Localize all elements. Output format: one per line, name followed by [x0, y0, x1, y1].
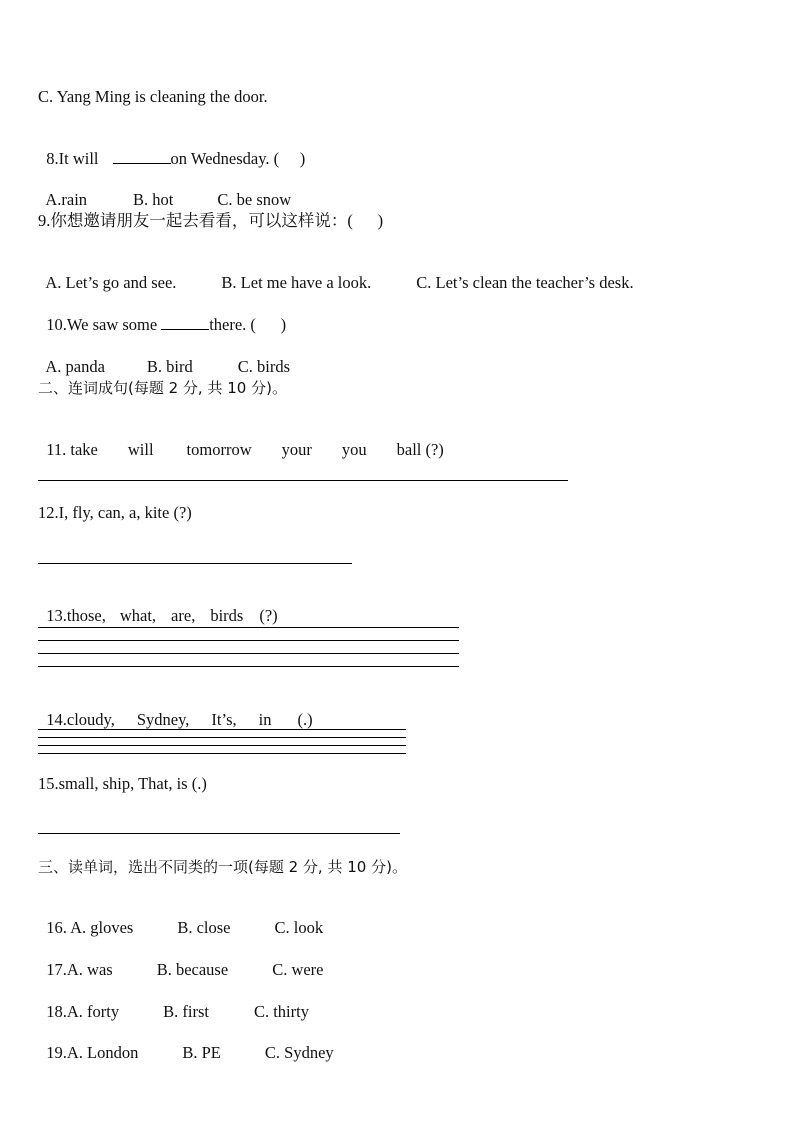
q9-option-c[interactable]: C. Let’s clean the teacher’s desk.: [416, 273, 634, 292]
section-2-heading: 二、连词成句(每题 2 分, 共 10 分)。: [38, 379, 287, 397]
q13-answer-line[interactable]: [38, 666, 459, 667]
q13-word: birds: [210, 606, 244, 625]
q9-options: [38, 253, 634, 293]
q15-words: 15.small, ship, That, is (.): [38, 774, 207, 793]
q10-stem-pre: 10.We saw some: [46, 315, 158, 334]
q11-answer-line[interactable]: [38, 480, 568, 481]
q8-option-b[interactable]: B. hot: [133, 190, 174, 209]
q18-option-b[interactable]: B. first: [163, 1002, 209, 1021]
q8-stem: [38, 129, 305, 169]
q13-answer-line[interactable]: [38, 640, 459, 641]
q8-options: [38, 170, 291, 210]
q10-option-b[interactable]: B. bird: [146, 357, 193, 376]
q11-word: you: [341, 440, 367, 459]
q12-words: 12.I, fly, can, a, kite (?): [38, 503, 192, 522]
q11-word: your: [281, 440, 312, 459]
q13-words: [38, 586, 278, 626]
q15-answer-line[interactable]: [38, 833, 400, 834]
q10-blank[interactable]: [161, 315, 209, 330]
q9-stem: 9.你想邀请朋友一起去看看，可以这样说：( ): [38, 211, 384, 230]
q7-option-c: C. Yang Ming is cleaning the door.: [38, 87, 268, 106]
q16-option-b[interactable]: B. close: [177, 918, 231, 937]
q8-option-c[interactable]: C. be snow: [217, 190, 292, 209]
q11-words: [38, 420, 444, 460]
q11-word: will: [127, 440, 154, 459]
q14-word: Sydney,: [136, 710, 190, 729]
q18-option-c[interactable]: C. thirty: [253, 1002, 309, 1021]
q13-word: are,: [171, 606, 196, 625]
q10-stem: [38, 295, 286, 335]
q14-answer-line[interactable]: [38, 729, 406, 730]
q18-option-a[interactable]: 18.A. forty: [46, 1002, 120, 1021]
q14-word: in: [258, 710, 272, 729]
q19-option-b[interactable]: B. PE: [182, 1043, 221, 1062]
q19-options: [38, 1023, 334, 1063]
q14-word: 14.cloudy,: [46, 710, 115, 729]
q13-word: 13.those,: [46, 606, 106, 625]
q18-options: [38, 982, 309, 1022]
q16-option-a[interactable]: 16. A. gloves: [46, 918, 134, 937]
q8-blank[interactable]: [113, 149, 171, 164]
q12-answer-line[interactable]: [38, 563, 352, 564]
q8-stem-pre: 8.It will: [46, 149, 99, 168]
q14-words: [38, 690, 313, 730]
q10-stem-post: there. ( ): [209, 315, 287, 334]
q14-word: It’s,: [211, 710, 237, 729]
q11-word: ball (?): [396, 440, 444, 459]
q17-options: [38, 940, 324, 980]
q13-word: (?): [259, 606, 278, 625]
q10-option-a[interactable]: A. panda: [45, 357, 105, 376]
q8-stem-post: on Wednesday. ( ): [170, 149, 306, 168]
q13-answer-line[interactable]: [38, 627, 459, 628]
q19-option-a[interactable]: 19.A. London: [46, 1043, 139, 1062]
q9-option-a[interactable]: A. Let’s go and see.: [45, 273, 177, 292]
q9-option-b[interactable]: B. Let me have a look.: [221, 273, 372, 292]
q14-word: (.): [297, 710, 313, 729]
q14-answer-line[interactable]: [38, 753, 406, 754]
q17-option-a[interactable]: 17.A. was: [46, 960, 113, 979]
q16-option-c[interactable]: C. look: [274, 918, 324, 937]
q10-options: [38, 337, 290, 377]
q19-option-c[interactable]: C. Sydney: [264, 1043, 334, 1062]
q13-word: what,: [119, 606, 157, 625]
q8-option-a[interactable]: A.rain: [45, 190, 88, 209]
q17-option-c[interactable]: C. were: [272, 960, 324, 979]
q11-word: tomorrow: [186, 440, 252, 459]
q14-answer-line[interactable]: [38, 745, 406, 746]
q11-word: 11. take: [46, 440, 98, 459]
q13-answer-line[interactable]: [38, 653, 459, 654]
q17-option-b[interactable]: B. because: [156, 960, 229, 979]
q10-option-c[interactable]: C. birds: [237, 357, 291, 376]
q16-options: [38, 898, 323, 938]
q14-answer-line[interactable]: [38, 737, 406, 738]
section-3-heading: 三、读单词，选出不同类的一项(每题 2 分, 共 10 分)。: [38, 858, 407, 876]
